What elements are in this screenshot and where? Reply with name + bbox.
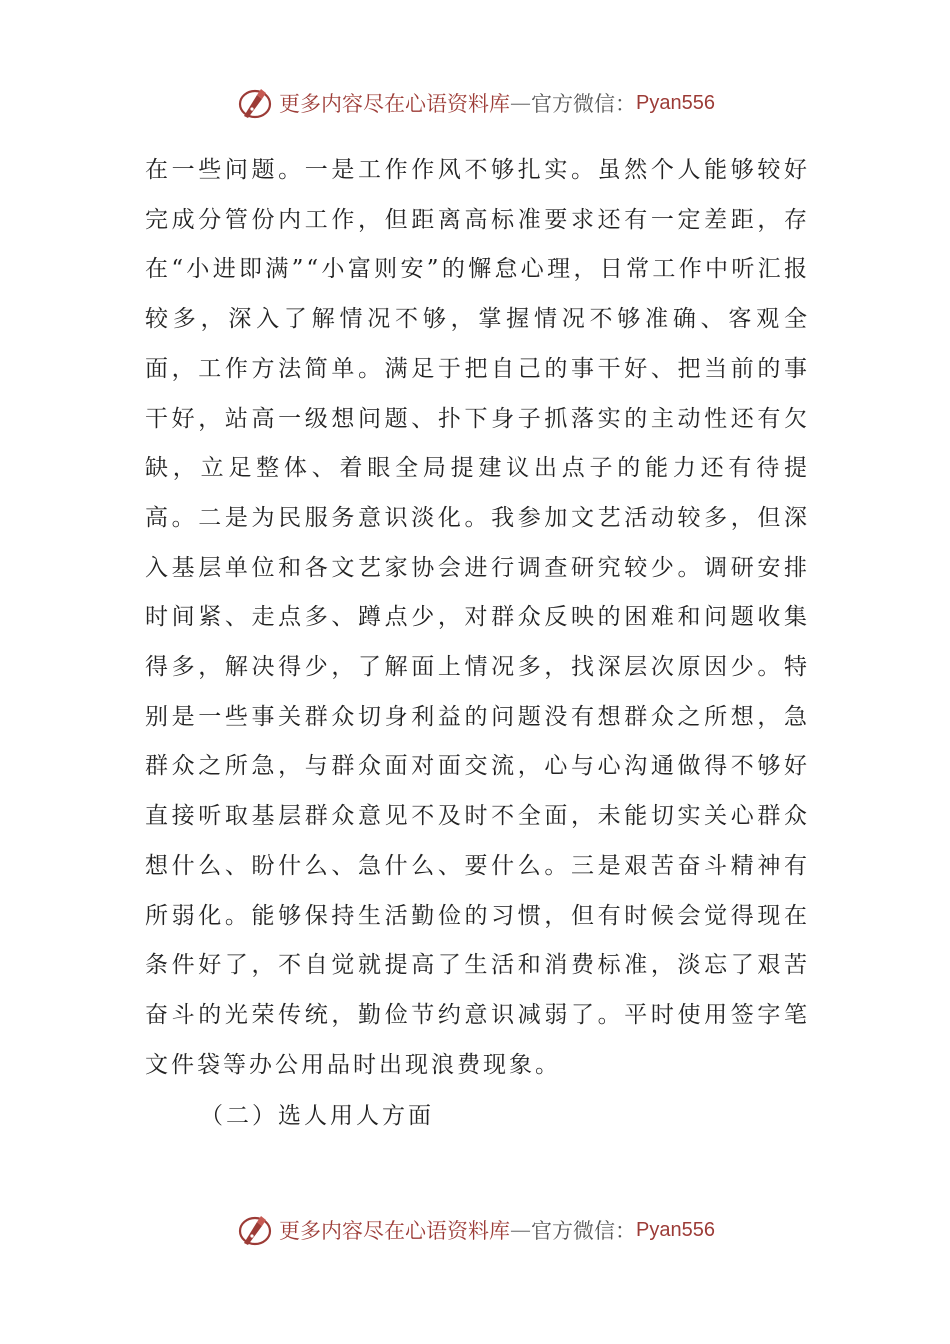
footer-wechat-label: 官方微信： (531, 1219, 637, 1243)
header-wechat-id: Pyan556 (636, 91, 715, 114)
footer-wechat-id: Pyan556 (636, 1218, 715, 1241)
body-paragraph: 在一些问题。一是工作作风不够扎实。虽然个人能够较好完成分管份内工作，但距离高标准要求还有一定差距，存在“小进即满”“小富则安”的懈怠心理，日常工作中听汇报较多，深入了解情况不够，掌握情况不够准确、客观全面，工作方法简单。满足于把自己的事干好、把当前的事干好，站高一级想问题、扑下身子抓落实的主动性还有欠缺，立足整体、着眼全局提建议出点子的能力还有待提高。二是为民服务意识淡化。我参加文艺活动较多，但深入基层单位和各文艺家协会进行调查研究较少。调研安排时间紧、走点多、蹲点少，对群众反映的困难和问题收集得多，解决得少，了解面上情况多，找深层次原因少。特别是一些事关群众切身利益的问题没有想群众之所想，急群众之所急，与群众面对面交流，心与心沟通做得不够好直接听取基层群众意见不及时不全面，未能切实关心群众想什么、盼什么、急什么、要什么。三是艰苦奋斗精神有所弱化。能够保持生活勤俭的习惯，但有时候会觉得现在条件好了，不自觉就提高了生活和消费标准，淡忘了艰苦奋斗的光荣传统，勤俭节约意识减弱了。平时使用签字笔文件袋等办公用品时出现浪费现象。 (145, 157, 810, 1078)
footer-site-text: 更多内容尽在心语资料库 (279, 1219, 511, 1243)
pen-nib-logo-icon (235, 1210, 275, 1250)
header-banner (0, 83, 950, 123)
document-body (145, 146, 810, 1090)
header-site-text: 更多内容尽在心语资料库 (279, 92, 511, 116)
footer-banner (0, 1210, 950, 1250)
section-subheading: （二）选人用人方面 (200, 1103, 434, 1129)
pen-nib-logo-icon (235, 83, 275, 123)
footer-separator: — (510, 1218, 532, 1242)
header-separator: — (510, 91, 532, 115)
header-wechat-label: 官方微信： (531, 92, 637, 116)
